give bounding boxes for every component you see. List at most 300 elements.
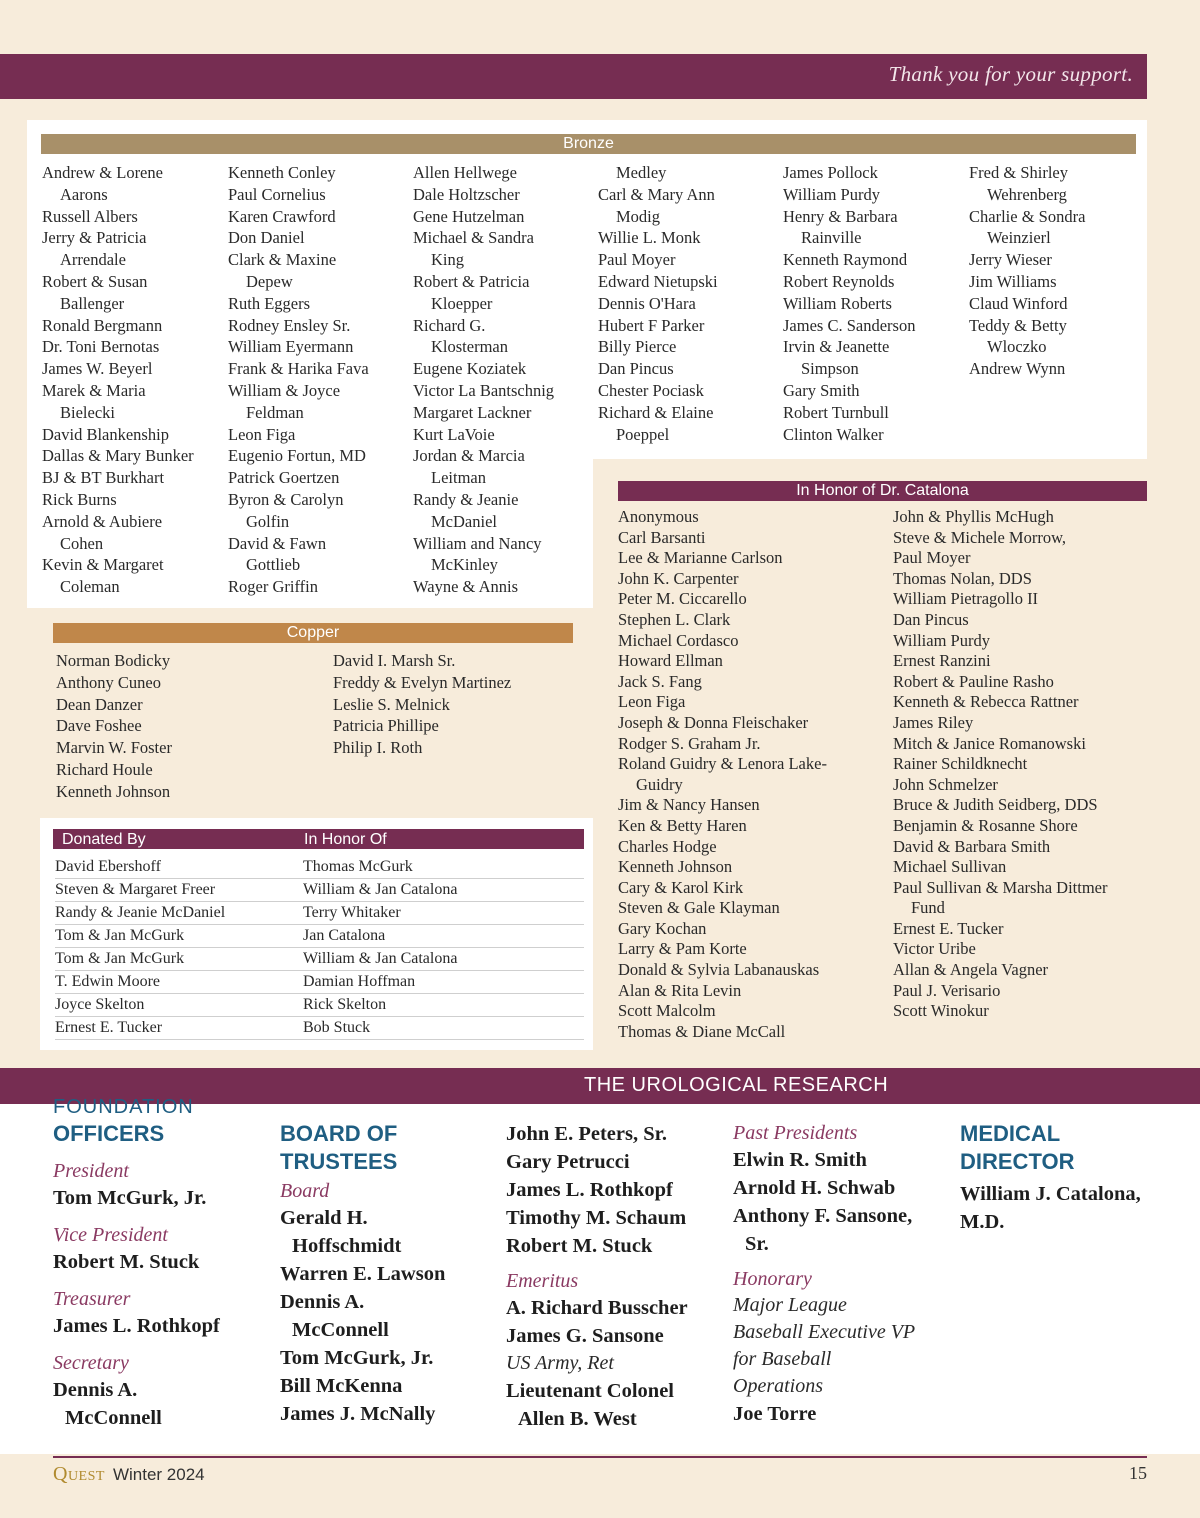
donor-name [618, 898, 880, 919]
past-president-line: Anthony F. Sansone, [733, 1205, 913, 1227]
donor-name-line: Richard G. [413, 315, 486, 335]
officers-heading: OFFICERS [53, 1121, 165, 1146]
donor-name [413, 576, 593, 598]
donor-name-line: Roger Griffin [228, 577, 318, 597]
emeritus-note: US Army, Ret [506, 1352, 614, 1374]
donor-name [228, 206, 408, 228]
donor-name [618, 734, 880, 755]
honor-column [893, 507, 1155, 1022]
donor-name [42, 380, 222, 424]
donor-name-line: Cary & Karol Kirk [618, 877, 744, 897]
donor-name: Marvin W. Foster [56, 738, 172, 758]
donations-header [53, 829, 584, 849]
donor-name [618, 507, 880, 528]
donor-name: Freddy & Evelyn Martinez [333, 672, 512, 692]
donor-name-line: Roland Guidry & Lenora Lake- [618, 754, 827, 774]
in-honor-of-cell: Thomas McGurk [303, 858, 413, 875]
emeritus-label: Emeritus [506, 1270, 579, 1292]
footer-issue [53, 1463, 205, 1486]
trustee-name: Gary Petrucci [506, 1151, 630, 1173]
donor-name-line: Paul Moyer [893, 548, 971, 568]
past-presidents-list [733, 1146, 943, 1258]
donations-table [55, 856, 584, 1040]
donor-name-continued: Depew [246, 271, 293, 291]
trustee-name-line: Dennis A. [280, 1291, 365, 1313]
board-column-2 [506, 1120, 721, 1433]
donor-name [413, 358, 593, 380]
donor-name [42, 511, 222, 555]
trustee-name [280, 1344, 490, 1372]
donor-name [228, 249, 408, 293]
donor-name [42, 271, 222, 315]
donor-name-line: Michael Sullivan [893, 857, 1007, 877]
donor-name [618, 837, 880, 858]
donor-name [618, 651, 880, 672]
trustee-name [280, 1372, 490, 1400]
donor-name [618, 631, 880, 652]
past-president-name [733, 1146, 943, 1174]
donor-name [413, 184, 593, 206]
bronze-column [783, 162, 963, 445]
emeritus-name: James G. Sansone [506, 1325, 664, 1347]
donor-name: Norman Bodicky [56, 651, 171, 670]
donor-name-continued: Medley [616, 163, 667, 182]
table-row [55, 1017, 584, 1040]
donor-name-line: Eugene Koziatek [413, 359, 527, 379]
donor-name [598, 271, 778, 293]
donated-by-cell: Joyce Skelton [55, 996, 145, 1013]
donor-name-line: Hubert F Parker [598, 315, 705, 335]
donor-name-line: Jerry Wieser [969, 250, 1052, 270]
donor-name-line: William & Joyce [228, 380, 341, 400]
donor-name-line: Joseph & Donna Fleischaker [618, 712, 809, 732]
donor-name [413, 315, 593, 359]
donor-name [893, 981, 1155, 1002]
donor-name: Dave Foshee [56, 716, 142, 736]
donor-name-line: Kevin & Margaret [42, 555, 164, 575]
donor-name-line: Willie L. Monk [598, 228, 701, 248]
donor-name-line: Andrew & Lorene [42, 163, 163, 182]
donor-name [893, 548, 1155, 569]
donor-name-line: Paul Moyer [598, 250, 676, 270]
donor-name-continued: McDaniel [431, 511, 497, 531]
donor-name-line: Dallas & Mary Bunker [42, 446, 194, 466]
donor-name [598, 315, 778, 337]
donor-name-line: Rainer Schildknecht [893, 754, 1028, 774]
bronze-heading: Bronze [41, 134, 1136, 154]
donor-name [893, 713, 1155, 734]
treasurer-name: James L. Rothkopf [53, 1315, 220, 1337]
donor-name [42, 424, 222, 446]
donor-name [228, 227, 408, 249]
donor-name-continued: Feldman [246, 402, 304, 422]
donor-name-continued: Simpson [801, 359, 859, 379]
issue-date: Winter 2024 [112, 1465, 205, 1484]
donor-name-line: Ronald Bergmann [42, 315, 163, 335]
donor-name: Leslie S. Melnick [333, 694, 450, 714]
donor-name [42, 162, 222, 206]
trustee-name: John E. Peters, Sr. [506, 1123, 667, 1145]
donor-name-continued: Fund [911, 898, 945, 918]
donor-name [618, 569, 880, 590]
donor-name [783, 162, 963, 184]
donor-name-line: Alan & Rita Levin [618, 980, 742, 1000]
donor-name-continued: Golfin [246, 511, 290, 531]
donor-name-line: Victor Uribe [893, 939, 976, 959]
donor-name-line: Arnold & Aubiere [42, 511, 163, 531]
donor-name [598, 380, 778, 402]
donor-name-line: Charles Hodge [618, 836, 717, 856]
donor-name [893, 610, 1155, 631]
donor-name [228, 533, 408, 577]
donor-name-line: David Blankenship [42, 424, 169, 444]
donor-name-continued: Klosterman [431, 337, 508, 357]
donor-name-line: Eugenio Fortun, MD [228, 446, 366, 466]
donor-name [893, 857, 1155, 878]
honor-column [618, 507, 880, 1042]
table-row [55, 879, 584, 902]
emeritus-name: Lieutenant Colonel Allen B. West [506, 1380, 674, 1430]
donor-name-line: James W. Beyerl [42, 359, 153, 379]
donor-name-line: Rodger S. Graham Jr. [618, 733, 761, 753]
medical-heading-2: DIRECTOR [960, 1149, 1075, 1174]
donor-name-line: BJ & BT Burkhart [42, 468, 165, 488]
donor-name [893, 589, 1155, 610]
past-president-name [733, 1174, 943, 1202]
medical-heading-1: MEDICAL [960, 1121, 1061, 1146]
donor-name [413, 380, 593, 402]
in-honor-of-cell: William & Jan Catalona [303, 881, 458, 898]
past-president-line: Arnold H. Schwab [733, 1177, 896, 1199]
table-row [55, 994, 584, 1017]
donor-name-line: Gene Hutzelman [413, 206, 525, 226]
donor-name-continued: Kloepper [431, 293, 493, 313]
past-president-continued: Sr. [745, 1233, 769, 1255]
donor-name-line: Claud Winford [969, 293, 1068, 313]
board-members-continued [506, 1120, 721, 1260]
donor-name [618, 981, 880, 1002]
donor-name [228, 184, 408, 206]
board-heading-1: BOARD OF [280, 1121, 398, 1146]
donor-name-line: Robert & Susan [42, 271, 148, 291]
donor-name-line: Allan & Angela Vagner [893, 960, 1049, 980]
donor-name [598, 227, 778, 249]
donor-name: Kenneth Johnson [56, 781, 171, 801]
medical-director-column [960, 1120, 1160, 1236]
table-row [55, 971, 584, 994]
donor-name [893, 775, 1155, 796]
donor-name [42, 554, 222, 598]
emeritus-name: A. Richard Busscher [506, 1297, 688, 1319]
donor-name [969, 271, 1149, 293]
donor-name [969, 162, 1149, 206]
donor-name-line: Dale Holtzscher [413, 184, 520, 204]
donor-name-line: Fred & Shirley [969, 163, 1068, 182]
bronze-column [42, 162, 222, 598]
donor-name [783, 249, 963, 271]
donated-by-cell: Randy & Jeanie McDaniel [55, 904, 226, 921]
donor-name-line: Robert Reynolds [783, 271, 895, 291]
donor-name-continued: Gottlieb [246, 555, 301, 575]
donor-name [618, 589, 880, 610]
table-row [55, 925, 584, 948]
donor-name-line: Robert & Pauline Rasho [893, 671, 1054, 691]
trustee-name-continued: Hoffschmidt [292, 1235, 402, 1257]
donor-name-line: William Eyermann [228, 337, 354, 357]
donor-name: David I. Marsh Sr. [333, 651, 456, 670]
donor-name [893, 507, 1155, 528]
donor-name-continued: Rainville [801, 228, 862, 248]
honorary-line: Major League [733, 1294, 847, 1316]
donor-name [783, 206, 963, 250]
table-row [55, 856, 584, 879]
donor-name-line: Billy Pierce [598, 337, 677, 357]
donor-name-line: Gary Smith [783, 380, 860, 400]
foundation-title-clipped: FOUNDATION [53, 1096, 194, 1118]
donor-name-line: John K. Carpenter [618, 568, 739, 588]
donor-name-line: Scott Malcolm [618, 1001, 716, 1021]
donor-name [42, 467, 222, 489]
past-presidents-column [733, 1120, 943, 1428]
donor-name-line: Edward Nietupski [598, 271, 718, 291]
donor-name-line: John & Phyllis McHugh [893, 507, 1054, 526]
donor-name-continued: Leitman [431, 468, 486, 488]
donor-name-line: Dan Pincus [598, 359, 674, 379]
donor-name-line: Dan Pincus [893, 609, 969, 629]
copper-column [56, 650, 306, 803]
donor-name [413, 445, 593, 489]
medical-director-name: William J. Catalona, [960, 1183, 1141, 1205]
donor-name-line: Wayne & Annis [413, 577, 518, 597]
donor-name-line: Jordan & Marcia [413, 446, 525, 466]
donor-name [618, 610, 880, 631]
donor-name [598, 162, 778, 184]
donor-name [618, 857, 880, 878]
trustee-name-line: Warren E. Lawson [280, 1263, 446, 1285]
trustee-name [280, 1260, 490, 1288]
bronze-column [598, 162, 778, 445]
donor-name [893, 672, 1155, 693]
donor-name-line: Steven & Gale Klayman [618, 898, 780, 918]
trustee-name-continued: McConnell [292, 1319, 389, 1341]
donor-name-line: Dennis O'Hara [598, 293, 696, 313]
donor-name-line: Byron & Carolyn [228, 489, 344, 509]
donor-name-line: Paul J. Verisario [893, 980, 1001, 1000]
donor-name-line: James Riley [893, 712, 974, 732]
donor-name [893, 919, 1155, 940]
donor-name-line: Jerry & Patricia [42, 228, 147, 248]
donor-name-line: David & Fawn [228, 533, 327, 553]
trustee-name [280, 1400, 490, 1428]
honorary-description [733, 1292, 943, 1400]
in-honor-of-cell: Damian Hoffman [303, 973, 416, 990]
copper-heading: Copper [53, 623, 573, 643]
honorary-line: Baseball Executive VP [733, 1321, 916, 1343]
donated-by-heading: Donated By [62, 831, 146, 848]
donated-by-cell: Tom & Jan McGurk [55, 950, 185, 967]
donor-name-line: James Pollock [783, 163, 878, 182]
board-members [280, 1204, 490, 1428]
donor-name [783, 424, 963, 446]
donor-name-line: Chester Pociask [598, 380, 704, 400]
donor-name [893, 692, 1155, 713]
donor-name-line: William and Nancy [413, 533, 542, 553]
in-honor-of-cell: William & Jan Catalona [303, 950, 458, 967]
donor-name-line: Robert & Patricia [413, 271, 530, 291]
donor-name: Philip I. Roth [333, 738, 423, 758]
donor-name-line: William Purdy [893, 630, 990, 650]
donor-name-continued: Modig [616, 206, 661, 226]
donor-name-continued: Bielecki [60, 402, 115, 422]
donor-name [783, 184, 963, 206]
donor-name [42, 315, 222, 337]
donor-name-line: Thomas Nolan, DDS [893, 568, 1032, 588]
donor-name-line: Steve & Michele Morrow, [893, 527, 1067, 547]
donor-name [893, 837, 1155, 858]
honorary-label: Honorary [733, 1268, 812, 1290]
donor-name [893, 569, 1155, 590]
donor-name-line: Patrick Goertzen [228, 468, 340, 488]
donor-name-line: Frank & Harika Fava [228, 359, 369, 379]
donor-name [783, 336, 963, 380]
donor-name [893, 528, 1155, 549]
donor-name [413, 227, 593, 271]
honorary-name: Joe Torre [733, 1403, 817, 1425]
donor-name-line: Howard Ellman [618, 651, 723, 671]
trustee-name [280, 1288, 490, 1344]
donor-name-line: Kurt LaVoie [413, 424, 495, 444]
donor-name-line: Kenneth Conley [228, 163, 336, 182]
board-heading-2: TRUSTEES [280, 1149, 398, 1174]
donor-name [969, 315, 1149, 359]
donor-name-line: Jim Williams [969, 271, 1057, 291]
trustee-name-line: Gerald H. [280, 1207, 368, 1229]
donor-name [413, 402, 593, 424]
donor-name-line: Russell Albers [42, 206, 138, 226]
donor-name-line: Anonymous [618, 507, 699, 526]
donor-name-line: Rodney Ensley Sr. [228, 315, 351, 335]
donor-name [783, 402, 963, 424]
donor-name [783, 380, 963, 402]
page-number: 15 [1129, 1463, 1147, 1483]
donor-name-continued: Coleman [60, 577, 120, 597]
donor-name [413, 533, 593, 577]
in-honor-of-cell: Terry Whitaker [303, 904, 401, 921]
table-row [55, 902, 584, 925]
donor-name-line: Dr. Toni Bernotas [42, 337, 160, 357]
donor-name-line: Peter M. Ciccarello [618, 589, 747, 609]
donor-name-line: William Pietragollo II [893, 589, 1039, 609]
donor-name [618, 816, 880, 837]
donor-name [618, 528, 880, 549]
donor-name [893, 878, 1155, 919]
in-honor-of-cell: Jan Catalona [303, 927, 386, 944]
donor-name-line: Kenneth & Rebecca Rattner [893, 692, 1079, 712]
in-honor-of-heading: In Honor Of [304, 831, 387, 848]
bronze-column [413, 162, 593, 598]
donor-name [42, 227, 222, 271]
donor-name-line: Donald & Sylvia Labanauskas [618, 960, 820, 980]
donor-name-line: William Purdy [783, 184, 880, 204]
donor-name-line: Mitch & Janice Romanowski [893, 733, 1086, 753]
donor-name-line: Don Daniel [228, 228, 305, 248]
honorary-line: for Baseball [733, 1348, 832, 1370]
donor-name-line: James C. Sanderson [783, 315, 916, 335]
trustee-name: Robert M. Stuck [506, 1235, 653, 1257]
donor-name-continued: Weinzierl [987, 228, 1051, 248]
donor-name [413, 162, 593, 184]
donor-name [598, 402, 778, 446]
donor-name-line: Henry & Barbara [783, 206, 898, 226]
donor-name [893, 795, 1155, 816]
donor-name-line: Leon Figa [618, 692, 686, 712]
foundation-title: THE UROLOGICAL RESEARCH [584, 1074, 889, 1096]
donor-name-line: Larry & Pam Korte [618, 939, 747, 959]
secretary-name: Dennis A. McConnell [53, 1379, 162, 1429]
donor-name [413, 206, 593, 228]
president-label: President [53, 1160, 129, 1182]
donor-name-line: Lee & Marianne Carlson [618, 548, 783, 568]
donor-name [228, 315, 408, 337]
donor-name-line: Gary Kochan [618, 918, 707, 938]
secretary-label: Secretary [53, 1352, 129, 1374]
donor-name-line: Stephen L. Clark [618, 609, 731, 629]
thank-you-text: Thank you for your support. [888, 62, 1133, 86]
donor-name-line: Ernest E. Tucker [893, 918, 1004, 938]
donor-name [618, 939, 880, 960]
donor-name [228, 380, 408, 424]
officers-column [53, 1120, 263, 1432]
donor-name-line: Marek & Maria [42, 380, 146, 400]
donor-name [413, 271, 593, 315]
donor-name-line: Andrew Wynn [969, 359, 1066, 379]
donor-name-line: Teddy & Betty [969, 315, 1067, 335]
donor-name [598, 249, 778, 271]
donated-by-cell: Ernest E. Tucker [55, 1019, 163, 1036]
table-row [55, 948, 584, 971]
in-honor-of-cell: Bob Stuck [303, 1019, 371, 1036]
past-president-line: Elwin R. Smith [733, 1149, 867, 1171]
donor-name [228, 445, 408, 467]
donor-name [893, 1001, 1155, 1022]
donor-name [969, 206, 1149, 250]
donor-name-line: Leon Figa [228, 424, 296, 444]
donor-name [783, 315, 963, 337]
donor-name [42, 489, 222, 511]
bronze-column [969, 162, 1149, 380]
donor-name [598, 184, 778, 228]
donor-name [42, 358, 222, 380]
donor-name-line: Kenneth Raymond [783, 250, 908, 270]
donor-name-line: Michael Cordasco [618, 630, 739, 650]
donor-name [618, 548, 880, 569]
donor-name: Dean Danzer [56, 694, 143, 714]
donor-name-continued: Wehrenberg [987, 184, 1067, 204]
donor-name [42, 445, 222, 467]
donor-name-continued: Guidry [636, 774, 683, 794]
donor-name-line: Paul Sullivan & Marsha Dittmer [893, 877, 1108, 897]
donor-name-line: Scott Winokur [893, 1001, 989, 1021]
donated-by-cell: Steven & Margaret Freer [55, 881, 216, 898]
donor-name-line: Jim & Nancy Hansen [618, 795, 760, 815]
past-presidents-label: Past Presidents [733, 1122, 858, 1144]
donor-name-line: Ken & Betty Haren [618, 815, 747, 835]
trustee-name-line: James J. McNally [280, 1403, 436, 1425]
donor-name [618, 692, 880, 713]
donor-name-continued: McKinley [431, 555, 498, 575]
donor-name-line: Allen Hellwege [413, 163, 518, 182]
donor-name [42, 206, 222, 228]
